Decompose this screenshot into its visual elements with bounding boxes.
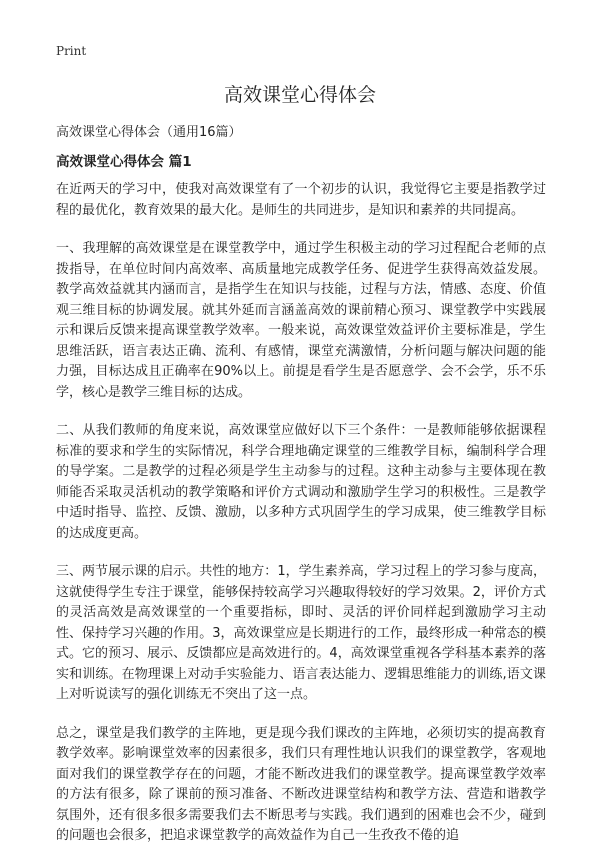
section-heading: 高效课堂心得体会 篇1 — [56, 154, 192, 170]
print-link[interactable]: Print — [56, 44, 87, 58]
document-subtitle: 高效课堂心得体会（通用16篇） — [56, 125, 242, 140]
paragraph-intro: 在近两天的学习中，使我对高效课堂有了一个初步的认识，我觉得它主要是指教学过程的最优化，教育效果的最大化。是师生的共同进步，是知识和素养的共同提高。 — [56, 182, 546, 218]
paragraph-point-one: 一、我理解的高效课堂是在课堂教学中，通过学生积极主动的学习过程配合老师的点拨指导，在单位时间内高效率、高质量地完成教学任务、促进学生获得高效益发展。教学高效益就其内涵而言，是指学生在知识与技能，过程与方法，情感、态度、价值观三维目标的协调发展。就其外延而言涵盖高效的课前精心预习、课堂教学中实践展示和课后反馈来提高课堂教学效率。一般来说，高效课堂效益评价主要标准是，学生思维活跃，语言表达正确、流利、有感情，课堂充满激情，分析问题与解决问题的能力强，目标达成且正确率在90%以上。前提是看学生是否愿意学、会不会学，乐不乐学，核心是教学三维目标的达成。 — [56, 241, 546, 400]
article-body — [56, 180, 546, 865]
paragraph-summary: 总之，课堂是我们教学的主阵地，更是现今我们课改的主阵地，必须切实的提高教育教学效率。影响课堂效率的因素很多，我们只有理性地认识我们的课堂教学，客观地面对我们的课堂教学存在的问题，才能不断改进我们的课堂教学。提高课堂教学效率的方法有很多，除了课前的预习准备、不断改进课堂结构和教学方法、营造和谐教学氛围外，还有很多很多需要我们去不断思考与实践。我们遇到的困难也会不少，碰到的问题也会很多，把追求课堂教学的高效益作为自己一生孜孜不倦的追 — [56, 725, 546, 843]
page-title: 高效课堂心得体会 — [223, 84, 376, 106]
paragraph-point-three: 三、两节展示课的启示。共性的地方：1，学生素养高，学习过程上的学习参与度高，这就使得学生专注于课堂，能够保持较高学习兴趣取得较好的学习效果。2，评价方式的灵活高效是高效课堂的一个重要指标，即时、灵活的评价同样起到激励学习主动性、保持学习兴趣的作用。3，高效课堂应是长期进行的工作，最终形成一种常态的模式。它的预习、展示、反馈都应是高效进行的。4，高效课堂重视各学科基本素养的落实和训练。在物理课上对动手实验能力、语言表达能力、逻辑思维能力的训练,语文课上对听说读写的强化训练无不突出了这一点。 — [56, 564, 546, 702]
paragraph-point-two: 二、从我们教师的角度来说，高效课堂应做好以下三个条件：一是教师能够依据课程标准的要求和学生的实际情况，科学合理地确定课堂的三维教学目标，编制科学合理的导学案。二是教学的过程必须是学生主动参与的过程。这种主动参与主要体现在教师能否采取灵活机动的教学策略和评价方式调动和激励学生学习的积极性。三是教学中适时指导、监控、反馈、激励，以多种方式巩固学生的学习成果，使三维教学目标的达成度更高。 — [56, 423, 546, 541]
